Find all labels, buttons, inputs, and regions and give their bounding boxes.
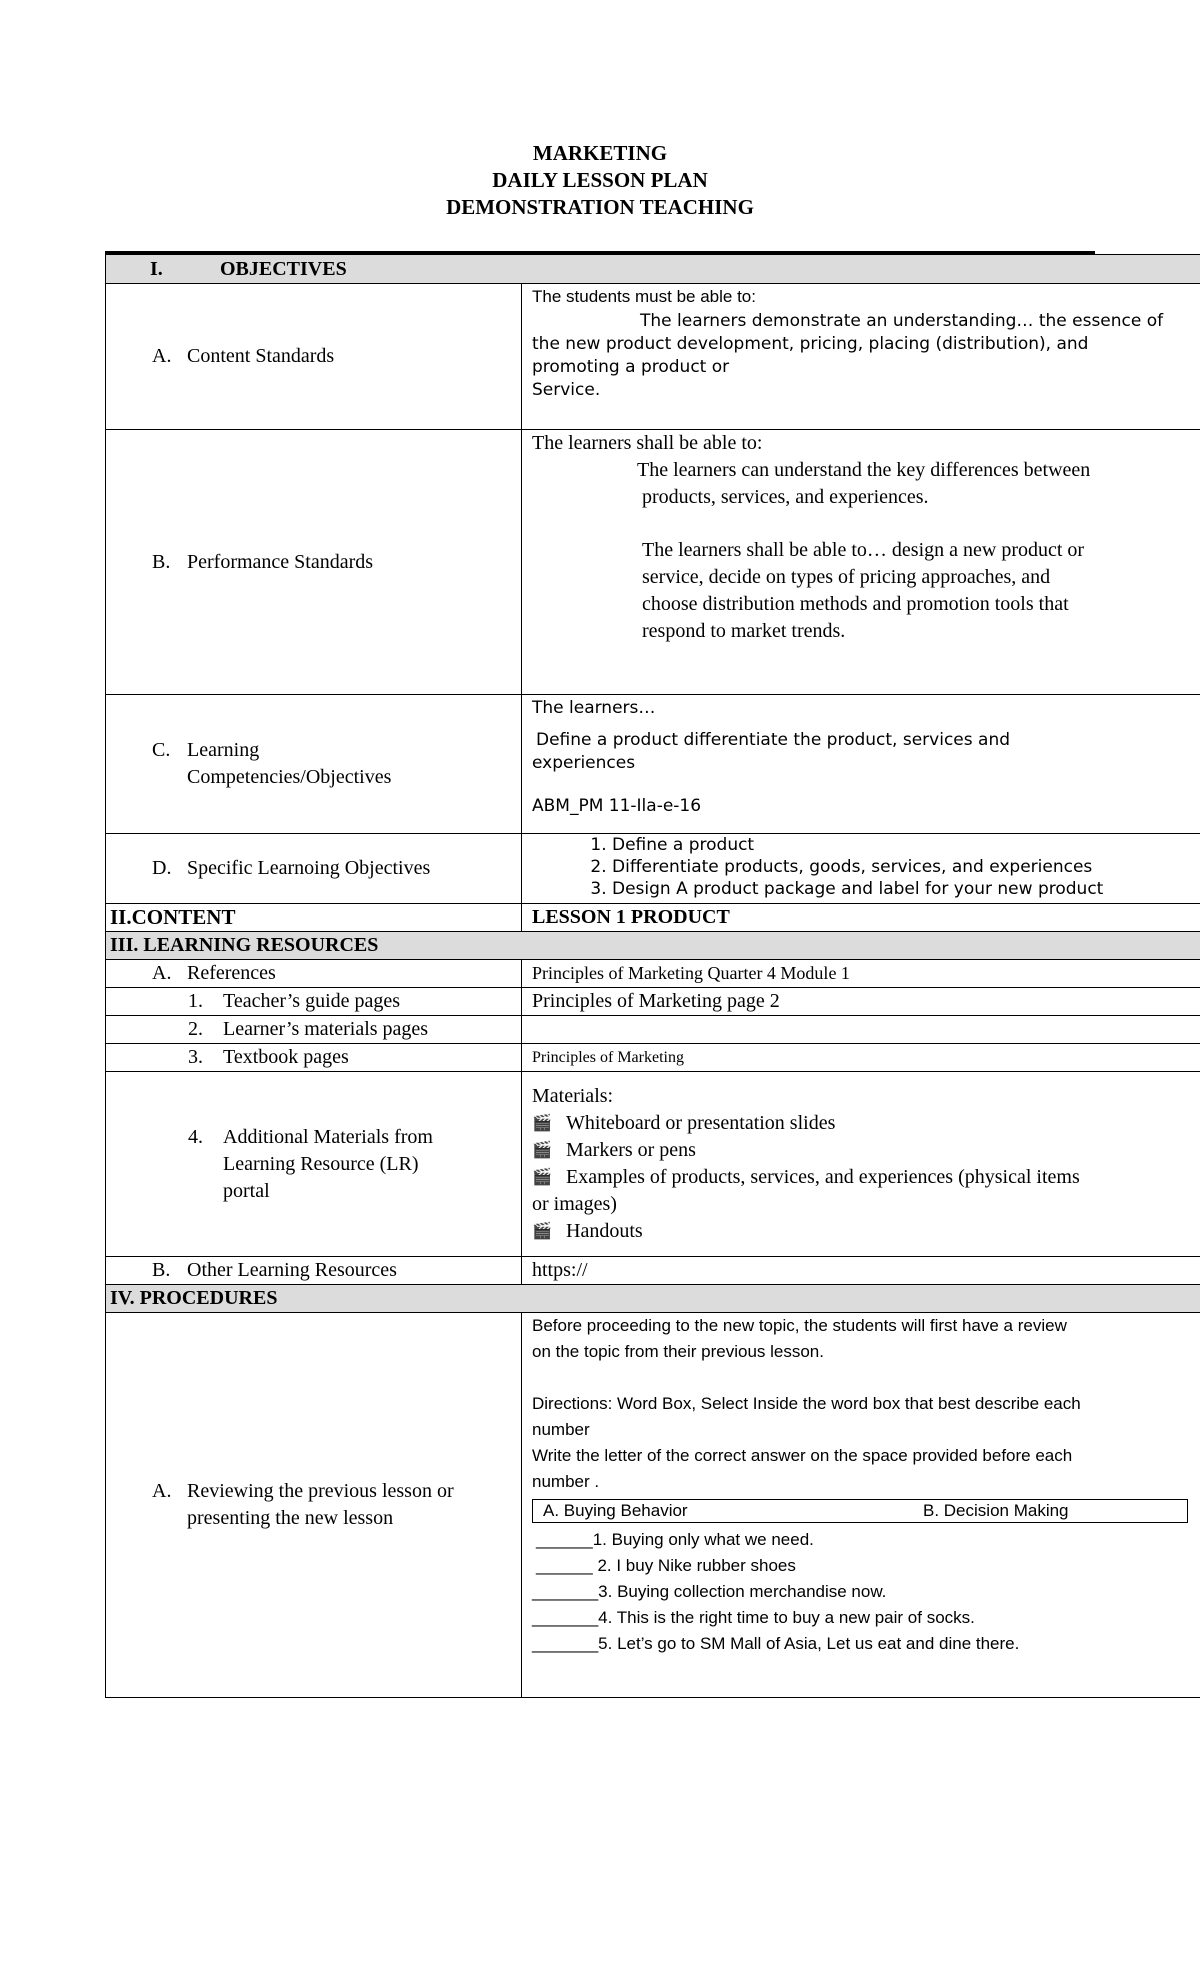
label-content-standards: Content Standards [187, 345, 335, 367]
row-performance-standards: B. Performance Standards The learners shall be able to: The learners can understand the key differences between products, services, and experiences. The learners shall be able to… design a new product or service, decide on types of pricing approaches, and choose distribution methods and promotion tools that respond to market trends. [106, 430, 1200, 695]
label-learning-competencies: Learning Competencies/Objectives [187, 739, 392, 788]
word-box-option-b: B. Decision Making [923, 1501, 1069, 1520]
content-standards-intro: The students must be able to: [532, 287, 756, 306]
list-item: ______ 2. I buy Nike rubber shoes [536, 1556, 796, 1575]
label-performance-standards: Performance Standards [187, 550, 374, 573]
list-item: 3. Design A product package and label for your new product [612, 878, 1190, 900]
row-references: A. References Principles of Marketing Quarter 4 Module 1 [106, 960, 1200, 988]
learners-materials-value [522, 1016, 1200, 1044]
word-box [532, 1499, 1188, 1523]
list-item: 🎬 Examples of products, services, and experiences (physical items [532, 1164, 1190, 1191]
list-item: 🎬 Handouts [532, 1218, 1190, 1245]
row-teachers-guide: 1. Teacher’s guide pages Principles of Marketing page 2 [106, 988, 1200, 1016]
document-header [0, 140, 1200, 221]
section-number: I. [150, 257, 163, 280]
header-subject: MARKETING [532, 141, 668, 165]
content-value: LESSON 1 PRODUCT [522, 904, 1200, 932]
section-procedures [106, 1285, 1200, 1313]
competency-code: ABM_PM 11-Ila-e-16 [532, 796, 702, 816]
label-teachers-guide: Teacher’s guide pages [223, 990, 401, 1012]
row-content-standards: A. Content Standards The students must be able to: The learners demonstrate an understanding… the essence of the new product development, pricing, placing (distribution), and promoting a product or Service. [106, 284, 1200, 430]
lesson-plan-table [105, 254, 1200, 1698]
row-learning-competencies: C. Learning Competencies/Objectives The learners… Define a product differentiate the product, services and experiences ABM_PM 11-Ila-e-16 [106, 695, 1200, 834]
row-specific-objectives: D. Specific Learnoing Objectives 1. Define a product 2. Differentiate products, goods, services, and experiences 3. Design A product package and label for your new product [106, 834, 1200, 904]
label-textbook: Textbook pages [223, 1046, 349, 1068]
list-item: 🎬 Markers or pens [532, 1137, 1190, 1164]
section-title: III. LEARNING RESOURCES [106, 932, 1200, 960]
section-title: IV. PROCEDURES [106, 1285, 1200, 1313]
performance-intro: The learners shall be able to: [532, 432, 763, 454]
clapperboard-icon: 🎬 [532, 1115, 552, 1132]
row-reviewing: A. Reviewing the previous lesson or presenting the new lesson Before proceeding to the new topic, the students will first have a review on the topic from their previous lesson. Directions: Word Box, Select Inside the word box that best describe each number Write the letter of the correct answer on the space provided before each number . A. Buying Behavior B. Decision Making ______1. Buying only what we need. ______ 2. I buy Nike rubber shoes _______3. Buying collection merchandise now. _______4. This is the right time to buy a new pair of socks. _______5. Let’s go to SM Mall of Asia, Let us eat and dine there. [106, 1313, 1200, 1698]
row-content [106, 904, 1200, 932]
list-item: 1. Define a product [612, 834, 1190, 856]
section-objectives [106, 255, 1200, 284]
list-item: 🎬 Whiteboard or presentation slides [532, 1110, 1190, 1137]
clapperboard-icon: 🎬 [532, 1223, 552, 1240]
row-additional-materials: 4. Additional Materials from Learning Resource (LR) portal Materials: 🎬 Whiteboard or presentation slides 🎬 Markers or pens 🎬 Examples of products, services, and experiences (physical items or images) 🎬 Handouts [106, 1072, 1200, 1257]
label-learners-materials: Learner’s materials pages [223, 1018, 429, 1040]
clapperboard-icon: 🎬 [532, 1169, 552, 1186]
clapperboard-icon: 🎬 [532, 1142, 552, 1159]
list-item: _______5. Let’s go to SM Mall of Asia, Let us eat and dine there. [532, 1634, 1020, 1653]
other-resources-link[interactable]: https:// [522, 1257, 1200, 1285]
label-references: References [187, 962, 276, 984]
materials-title: Materials: [532, 1085, 614, 1107]
label-other-resources: Other Learning Resources [187, 1259, 397, 1281]
references-value: Principles of Marketing Quarter 4 Module 1 [522, 960, 1200, 988]
list-item: ______1. Buying only what we need. [536, 1530, 814, 1549]
row-other-resources: B. Other Learning Resources https:// [106, 1257, 1200, 1285]
header-plan-type: DAILY LESSON PLAN [492, 168, 708, 192]
specific-objectives-list [532, 834, 1190, 900]
list-item: 2. Differentiate products, goods, services, and experiences [612, 856, 1190, 878]
label-specific-objectives: Specific Learnoing Objectives [187, 857, 431, 879]
row-textbook: 3. Textbook pages Principles of Marketing [106, 1044, 1200, 1072]
list-item: _______3. Buying collection merchandise now. [532, 1582, 887, 1601]
teachers-guide-value: Principles of Marketing page 2 [522, 988, 1200, 1016]
textbook-value: Principles of Marketing [522, 1044, 1200, 1072]
label-reviewing: Reviewing the previous lesson or presenting the new lesson [187, 1480, 454, 1529]
header-demonstration: DEMONSTRATION TEACHING [446, 195, 754, 219]
row-learners-materials: 2. Learner’s materials pages [106, 1016, 1200, 1044]
word-box-option-a: A. Buying Behavior [543, 1501, 688, 1520]
label-additional-materials: Additional Materials from Learning Resource (LR) portal [223, 1125, 433, 1202]
list-item: _______4. This is the right time to buy a new pair of socks. [532, 1608, 975, 1627]
section-learning-resources [106, 932, 1200, 960]
section-title: OBJECTIVES [220, 257, 347, 280]
label-content: II.CONTENT [106, 904, 522, 932]
